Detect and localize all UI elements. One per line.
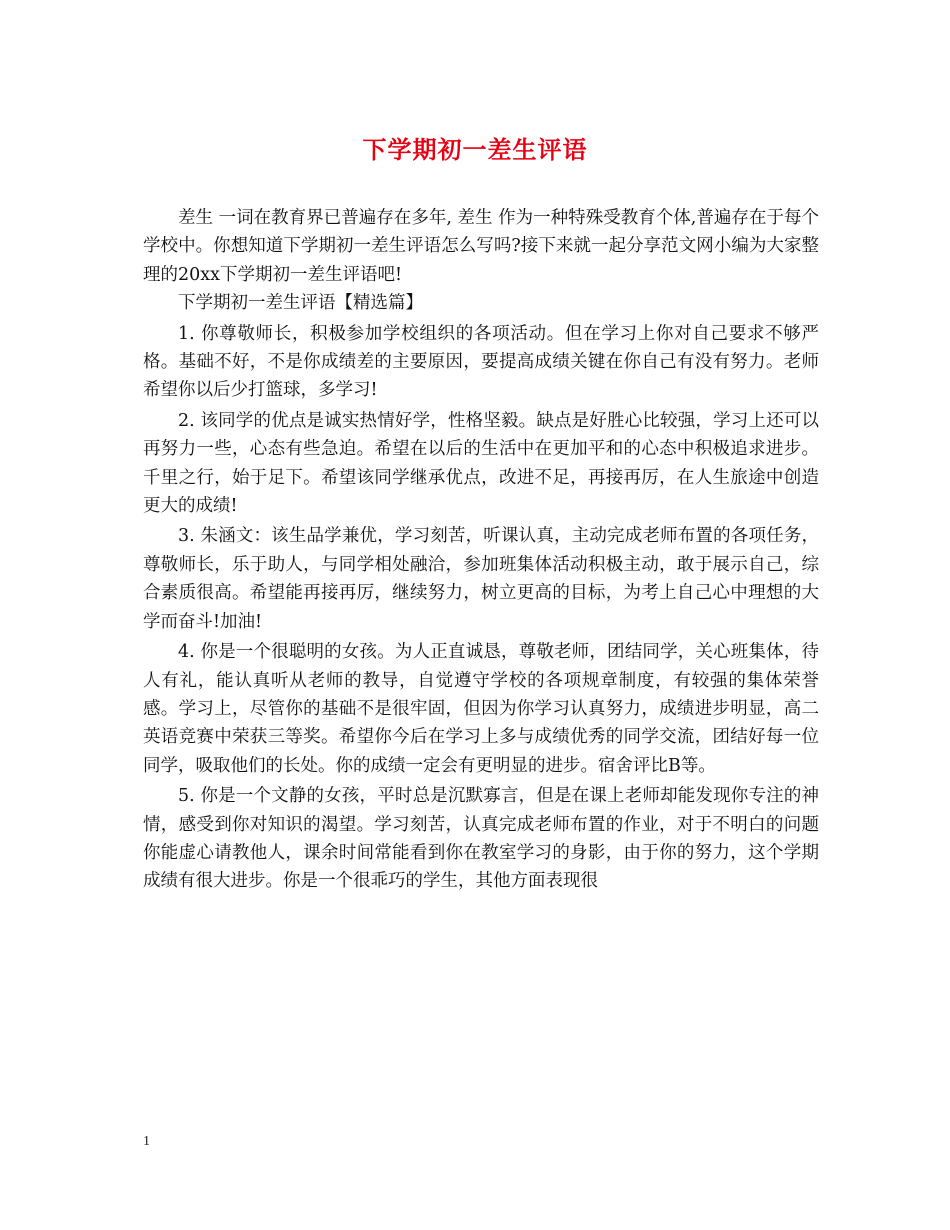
section-heading: 下学期初一差生评语【精选篇】 bbox=[178, 293, 423, 314]
page-number: 1 bbox=[143, 1134, 150, 1149]
comment-paragraph: 3. 朱涵文：该生品学兼优，学习刻苦，听课认真，主动完成老师布置的各项任务，尊敬师长，乐于助人，与同学相处融洽，参加班集体活动积极主动，敢于展示自己，综合素质很高。希望能再接再厉，继续努力，树立更高的目标，为考上自己心中理想的大学而奋斗!加油! bbox=[143, 526, 819, 632]
comment-paragraph: 5. 你是一个文静的女孩，平时总是沉默寡言，但是在课上老师却能发现你专注的神情，感受到你对知识的渴望。学习刻苦，认真完成老师布置的作业，对于不明白的问题你能虚心请教他人，课余时间常能看到你在教室学习的身影，由于你的努力，这个学期成绩有很大进步。你是一个很乖巧的学生，其他方面表现很 bbox=[143, 786, 819, 892]
comment-paragraph: 4. 你是一个很聪明的女孩。为人正直诚恳，尊敬老师，团结同学，关心班集体，待人有礼，能认真听从老师的教导，自觉遵守学校的各项规章制度，有较强的集体荣誉感。学习上，尽管你的基础不是很牢固，但因为你学习认真努力，成绩进步明显，高二英语竞赛中荣获三等奖。希望你今后在学习上多与成绩优秀的同学交流，团结好每一位同学，吸取他们的长处。你的成绩一定会有更明显的进步。宿舍评比B等。 bbox=[143, 642, 819, 776]
comment-paragraph: 1. 你尊敬师长，积极参加学校组织的各项活动。但在学习上你对自己要求不够严格。基础不好，不是你成绩差的主要原因，要提高成绩关键在你自己有没有努力。老师希望你以后少打篮球，多学习! bbox=[143, 323, 819, 401]
document-title: 下学期初一差生评语 bbox=[362, 135, 588, 164]
intro-paragraph: 差生 一词在教育界已普遍存在多年, 差生 作为一种特殊受教育个体,普遍存在于每个学校中。你想知道下学期初一差生评语怎么写吗?接下来就一起分享范文网小编为大家整理的20xx下学期初一差生评语吧! bbox=[143, 208, 819, 285]
document-body bbox=[143, 204, 819, 898]
comment-paragraph: 2. 该同学的优点是诚实热情好学，性格坚毅。缺点是好胜心比较强，学习上还可以再努力一些，心态有些急迫。希望在以后的生活中在更加平和的心态中积极追求进步。千里之行，始于足下。希望该同学继承优点，改进不足，再接再厉，在人生旅途中创造更大的成绩! bbox=[143, 410, 819, 517]
